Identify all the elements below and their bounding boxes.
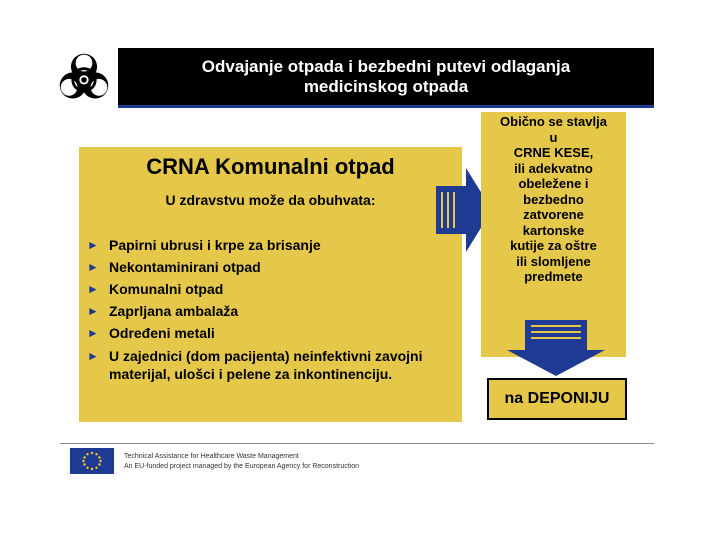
list-item: ► Zaprljana ambalaža bbox=[87, 300, 457, 322]
bullet-arrow-icon: ► bbox=[87, 304, 99, 318]
main-content-box bbox=[79, 147, 462, 422]
footer-line1: Technical Assistance for Healthcare Waste Management bbox=[124, 453, 299, 460]
biohazard-icon bbox=[55, 50, 113, 106]
side-box-text: Obično se stavlja u CRNE KESE, ili adekvatno obeležene i bezbedno zatvorene kartonske kutije za oštre ili slomljene predmete bbox=[500, 114, 607, 284]
box-subheading: U zdravstvu može da obuhvata: bbox=[165, 192, 376, 208]
down-arrow-icon bbox=[507, 320, 605, 376]
bullet-arrow-icon: ► bbox=[87, 260, 99, 274]
page-title-line2: medicinskog otpada bbox=[303, 77, 469, 96]
list-item: ► U zajednici (dom pacijenta) neinfektivni zavojni materijal, ulošci i pelene za inkontinenciju. bbox=[87, 348, 423, 382]
page-title-line1: Odvajanje otpada i bezbedni putevi odlaganja bbox=[201, 57, 571, 76]
list-item: ► Određeni metali bbox=[87, 322, 457, 344]
footer-line2: An EU-funded project managed by the European Agency for Reconstruction bbox=[124, 463, 360, 470]
footer-divider bbox=[60, 443, 654, 444]
bullet-arrow-icon: ► bbox=[87, 282, 99, 296]
eu-flag-icon bbox=[70, 448, 114, 474]
bullet-arrow-icon: ► bbox=[87, 238, 99, 252]
list-item: ► Papirni ubrusi i krpe za brisanje bbox=[87, 234, 457, 256]
item-list bbox=[87, 234, 457, 383]
list-item: ► Nekontaminirani otpad bbox=[87, 256, 457, 278]
box-headline: CRNA Komunalni otpad bbox=[146, 154, 395, 179]
title-bar bbox=[118, 48, 654, 108]
bullet-arrow-icon: ► bbox=[87, 326, 99, 340]
destination-box: na DEPONIJU bbox=[487, 378, 627, 420]
footer-text bbox=[124, 452, 359, 472]
bullet-arrow-icon: ► bbox=[87, 349, 99, 363]
list-item: ► Komunalni otpad bbox=[87, 278, 457, 300]
